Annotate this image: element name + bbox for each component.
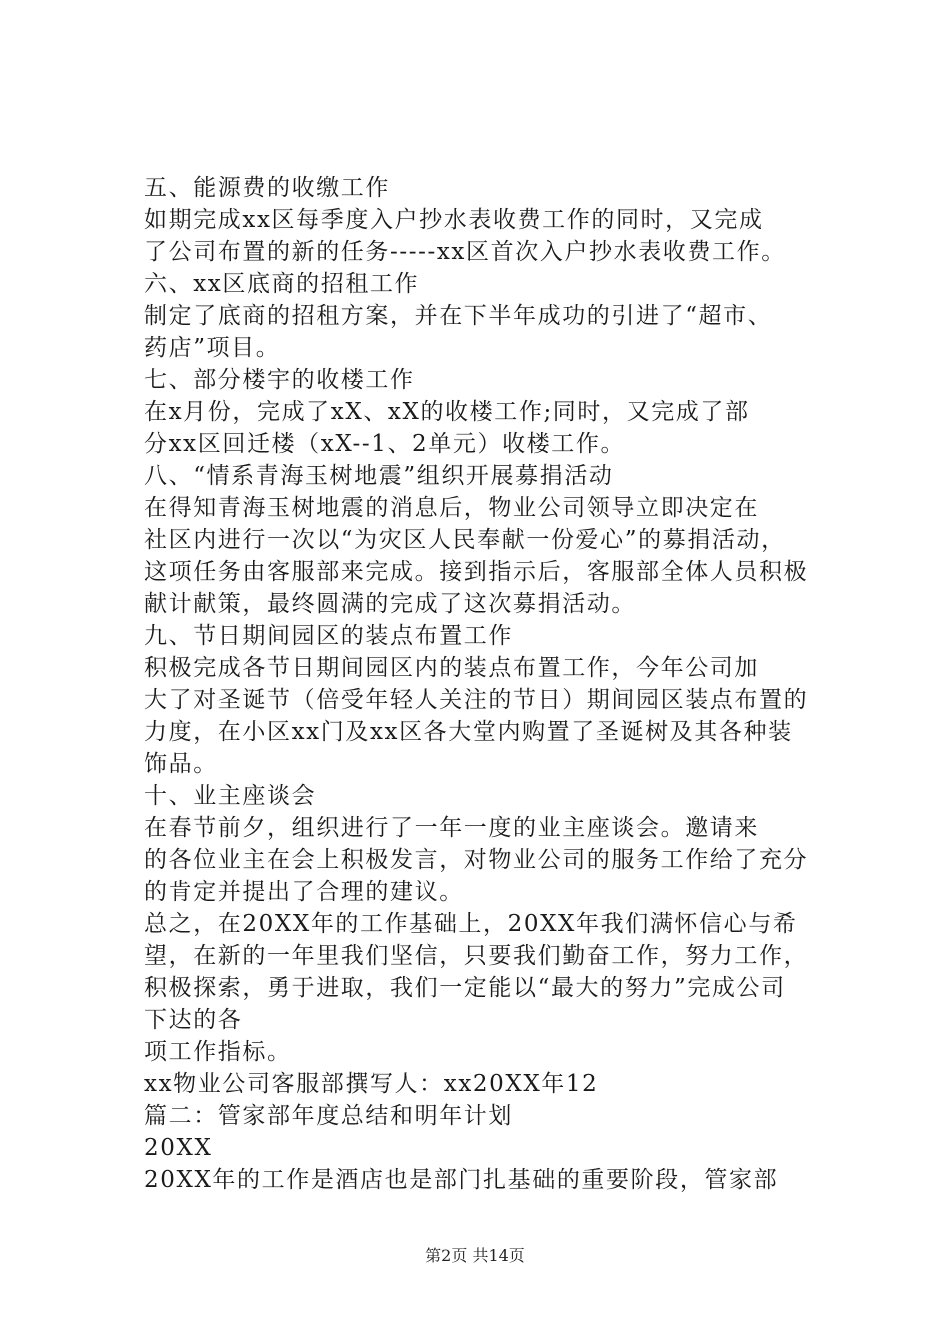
text-line: 这项任务由客服部来完成。接到指示后，客服部全体人员积极 [144,559,809,585]
text-line: 制定了底商的招租方案，并在下半年成功的引进了“超市、 [144,303,773,329]
text-line: 八、“情系青海玉树地震”组织开展募捐活动 [144,463,614,489]
text-line: 力度，在小区xx门及xx区各大堂内购置了圣诞树及其各种装 [144,719,793,745]
text-line: 献计献策，最终圆满的完成了这次募捐活动。 [144,591,636,617]
text-line: 篇二：管家部年度总结和明年计划 [144,1103,513,1129]
text-line: 饰品。 [144,751,218,777]
text-line: 的各位业主在会上积极发言，对物业公司的服务工作给了充分 [144,847,809,873]
text-line: 在x月份，完成了xX、xX的收楼工作;同时，又完成了部 [144,399,750,425]
text-line: 七、部分楼宇的收楼工作 [144,367,415,393]
text-line: xx物业公司客服部撰写人：xx20XX年12 [144,1071,599,1097]
text-line: 分xx区回迁楼（xX--1、2单元）收楼工作。 [144,431,626,457]
text-line: 九、节日期间园区的装点布置工作 [144,623,513,649]
text-line: 社区内进行一次以“为灾区人民奉献一份爱心”的募捐活动， [144,527,786,553]
text-line: 积极完成各节日期间园区内的装点布置工作，今年公司加 [144,655,759,681]
text-line: 项工作指标。 [144,1039,292,1065]
page-footer [0,1243,950,1266]
document-body [144,172,834,1196]
text-line: 药店”项目。 [144,335,281,361]
text-line: 下达的各 [144,1007,243,1033]
text-line: 五、能源费的收缴工作 [144,175,390,201]
text-line: 在得知青海玉树地震的消息后，物业公司领导立即决定在 [144,495,759,521]
text-line: 总之，在20XX年的工作基础上，20XX年我们满怀信心与希 [144,911,798,937]
text-line: 20XX [144,1135,213,1161]
text-line: 六、xx区底商的招租工作 [144,271,420,297]
text-line: 如期完成xx区每季度入户抄水表收费工作的同时，又完成 [144,207,764,233]
page-number-label: 第2页 共14页 [425,1246,525,1265]
text-line: 在春节前夕，组织进行了一年一度的业主座谈会。邀请来 [144,815,759,841]
text-line: 的肯定并提出了合理的建议。 [144,879,464,905]
text-line: 望，在新的一年里我们坚信，只要我们勤奋工作，努力工作， [144,943,809,969]
text-line: 了公司布置的新的任务-----xx区首次入户抄水表收费工作。 [144,239,786,265]
text-line: 积极探索，勇于进取，我们一定能以“最大的努力”完成公司 [144,975,786,1001]
text-line: 十、业主座谈会 [144,783,317,809]
text-line: 20XX年的工作是酒店也是部门扎基础的重要阶段，管家部 [144,1167,779,1193]
text-line: 大了对圣诞节（倍受年轻人关注的节日）期间园区装点布置的 [144,687,809,713]
